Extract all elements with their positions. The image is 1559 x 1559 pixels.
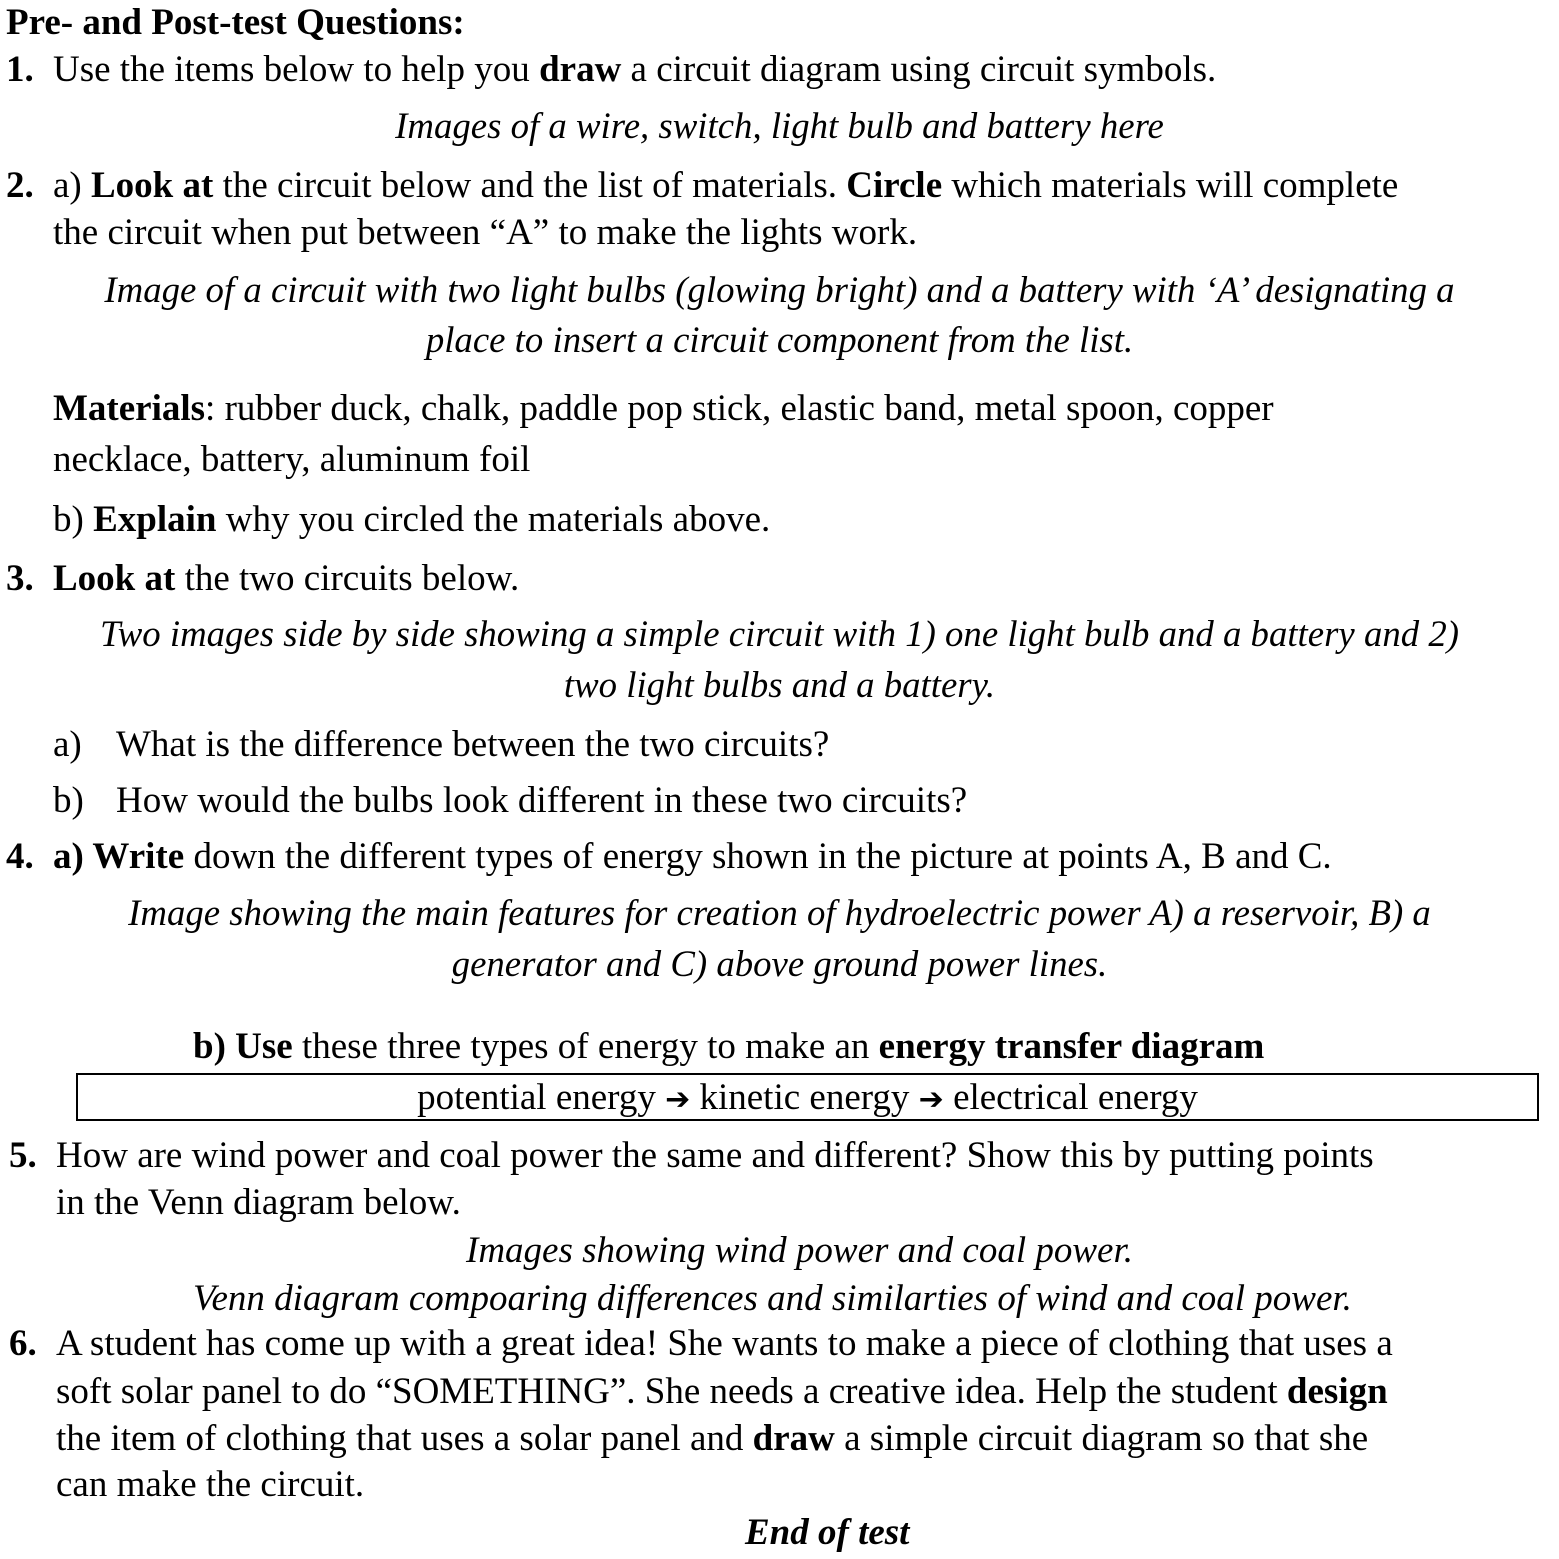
q3b-text: How would the bulbs look different in these two circuits? [116,780,968,821]
q5-image-note2: Venn diagram compoaring differences and similarties of wind and coal power. [193,1278,1352,1319]
q3a-label: a) [53,724,82,765]
q6-bold-design: design [1286,1371,1388,1412]
energy-potential: potential energy [417,1077,656,1118]
q3-image-note-line1: Two images side by side showing a simple circuit with 1) one light bulb and a battery and 2) [100,614,1459,655]
q4b-text [193,1024,1264,1070]
q5-number: 5. [9,1135,37,1176]
q6-line2-text: soft solar panel to do “SOMETHING”. She needs a creative idea. Help the student [56,1371,1287,1412]
q2a-text2: which materials will complete [942,165,1399,206]
end-of-test-text: End of test [745,1512,910,1553]
q4-image-note-line2: generator and C) above ground power lines. [451,944,1108,985]
q1-bold-draw: draw [539,49,622,90]
q3a-text: What is the difference between the two circuits? [116,724,830,765]
end-of-test [745,1510,909,1556]
q5-line1: How are wind power and coal power the same and different? Show this by putting points [56,1135,1374,1176]
q2a-text [53,163,1398,209]
materials-label: Materials [53,388,206,429]
materials-list-1: : rubber duck, chalk, paddle pop stick, elastic band, metal spoon, copper [205,388,1274,429]
right-arrow-icon: ➔ [918,1082,944,1117]
q4a-text-rest: down the different types of energy shown in the picture at points A, B and C. [184,836,1332,877]
energy-electrical: electrical energy [953,1077,1198,1118]
q6-number: 6. [9,1323,37,1364]
q6-line2 [56,1369,1388,1415]
q2b-bold-explain: Explain [93,499,217,540]
q2a-text1: the circuit below and the list of materials. [213,165,847,206]
q6-line4: can make the circuit. [56,1464,365,1505]
q5-line2: in the Venn diagram below. [56,1182,461,1223]
q4b-bold-diagram: energy transfer diagram [878,1026,1265,1067]
q4-image-note-line1: Image showing the main features for creation of hydroelectric power A) a reservoir, B) a [128,893,1431,934]
q2-materials-line1 [53,386,1274,432]
q1-text-a: Use the items below to help you [53,49,540,90]
q2a-prefix: a) [53,165,91,206]
right-arrow-icon: ➔ [665,1082,691,1117]
q3b-label: b) [53,780,84,821]
q3-text-rest: the two circuits below. [175,558,520,599]
q4b-text-rest: these three types of energy to make an [292,1026,879,1067]
energy-chain-box [76,1073,1539,1121]
q6-bold-draw: draw [752,1418,835,1459]
q3-image-note-line2: two light bulbs and a battery. [563,665,996,706]
q2-number: 2. [6,165,34,206]
q2b-text [53,497,770,543]
q4a-text [53,834,1332,880]
q6-line3 [56,1416,1368,1462]
heading-text: Pre- and Post-test Questions: [6,2,465,43]
energy-kinetic: kinetic energy [699,1077,910,1118]
q6-line3-text-a: the item of clothing that uses a solar panel and [56,1418,753,1459]
q2a-bold-look: Look at [91,165,214,206]
q6-line1: A student has come up with a great idea! She wants to make a piece of clothing that uses a [56,1323,1393,1364]
q1-number: 1. [6,49,34,90]
q2-image-note-line1: Image of a circuit with two light bulbs (glowing bright) and a battery with ‘A’ designating a [104,270,1455,311]
q4b-bold-use: b) Use [193,1026,293,1067]
q4a-bold-write: a) Write [53,836,185,877]
q2-image-note-line2: place to insert a circuit component from the list. [425,320,1134,361]
q1-text [53,47,1216,93]
q2a-bold-circle: Circle [846,165,943,206]
q2b-text-rest: why you circled the materials above. [216,499,771,540]
q4-number: 4. [6,836,34,877]
q1-text-b: a circuit diagram using circuit symbols. [621,49,1217,90]
q2a-line2: the circuit when put between “A” to make the lights work. [53,212,918,253]
q1-image-note: Images of a wire, switch, light bulb and battery here [395,106,1164,147]
page-heading [6,0,465,46]
q3-text [53,556,519,602]
q2-materials-line2: necklace, battery, aluminum foil [53,439,531,480]
q2b-prefix: b) [53,499,94,540]
q6-line3-text-b: a simple circuit diagram so that she [834,1418,1369,1459]
q3-bold-look: Look at [53,558,176,599]
q3-number: 3. [6,558,34,599]
q5-image-note1: Images showing wind power and coal power. [466,1230,1134,1271]
